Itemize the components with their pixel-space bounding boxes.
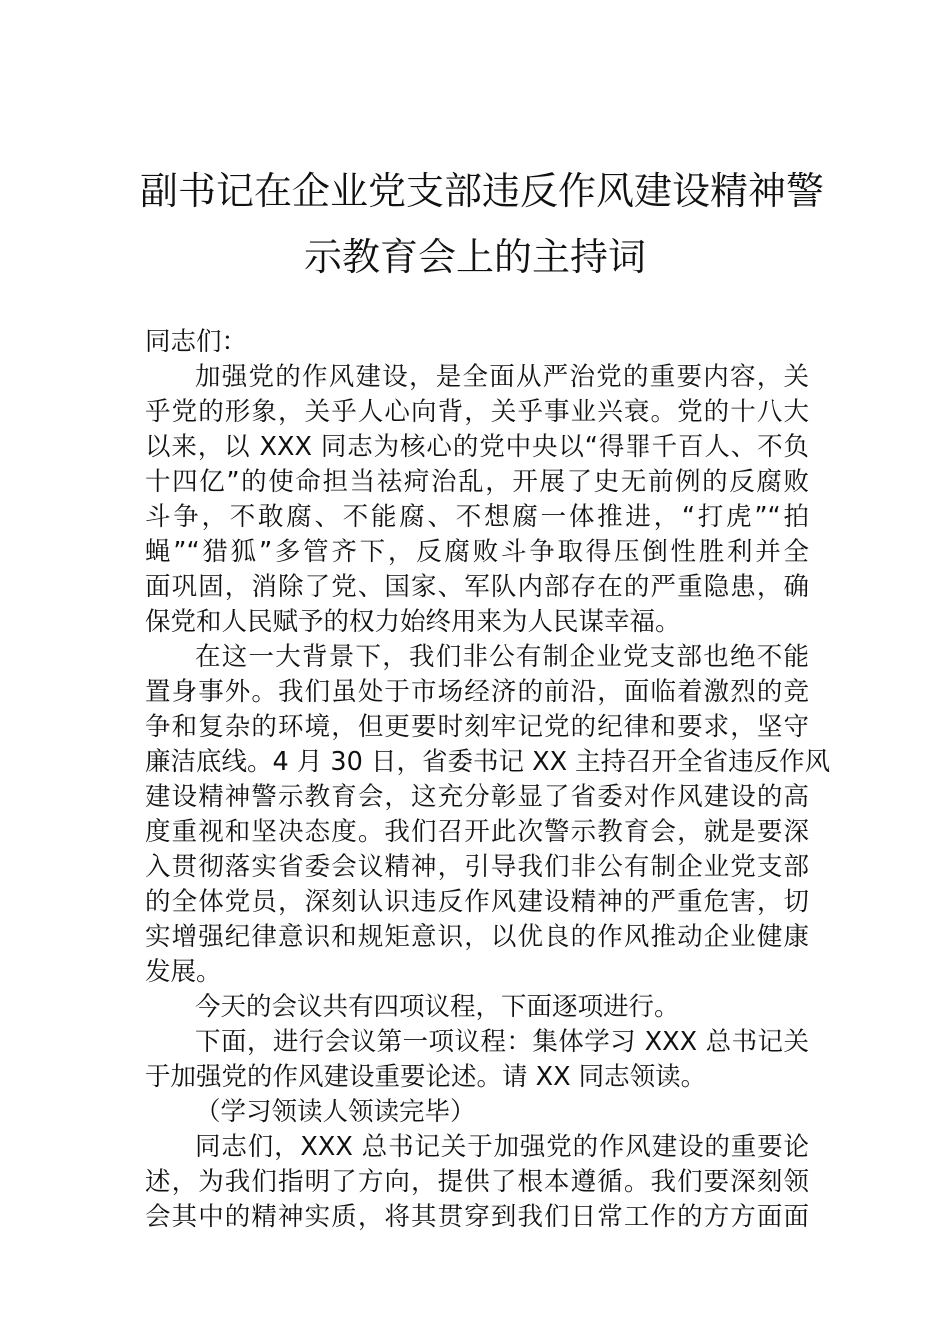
paragraph-2-line: 争和复杂的环境，但更要时刻牢记党的纪律和要求，坚守 [145,712,809,742]
paragraph-1-line: 以来，以 XXX 同志为核心的党中央以“得罪千百人、不负 [145,432,809,462]
document-title-line-2: 示教育会上的主持词 [303,235,646,279]
paragraph-1-line: 蝇”“猎狐”多管齐下，反腐败斗争取得压倒性胜利并全 [145,537,809,567]
paragraph-4-line: 下面，进行会议第一项议程：集体学习 XXX 总书记关 [195,1027,809,1057]
paragraph-2-line: 置身事外。我们虽处于市场经济的前沿，面临着激烈的竞 [145,677,809,707]
paragraph-5-line: （学习领读人领读完毕） [195,1097,476,1127]
paragraph-2-line: 发展。 [145,957,222,987]
paragraph-2-line: 建设精神警示教育会，这充分彰显了省委对作风建设的高 [145,782,809,812]
paragraph-6-line: 同志们，XXX 总书记关于加强党的作风建设的重要论 [195,1132,809,1162]
document-title-line-1: 副书记在企业党支部违反作风建设精神警 [140,169,825,213]
paragraph-1-line: 加强党的作风建设，是全面从严治党的重要内容，关 [195,362,809,392]
salutation: 同志们： [145,327,248,357]
paragraph-4-line: 于加强党的作风建设重要论述。请 XX 同志领读。 [145,1062,707,1092]
paragraph-2-line: 入贯彻落实省委会议精神，引导我们非公有制企业党支部 [145,852,809,882]
paragraph-3-line: 今天的会议共有四项议程，下面逐项进行。 [195,992,680,1022]
paragraph-6-line: 述，为我们指明了方向，提供了根本遵循。我们要深刻领 [145,1167,809,1197]
paragraph-1-line: 面巩固，消除了党、国家、军队内部存在的严重隐患，确 [145,572,809,602]
paragraph-1-line: 保党和人民赋予的权力始终用来为人民谋幸福。 [145,607,681,637]
paragraph-1-line: 十四亿”的使命担当祛疴治乱，开展了史无前例的反腐败 [145,467,809,497]
paragraph-6-line: 会其中的精神实质，将其贯穿到我们日常工作的方方面面 [145,1202,809,1232]
paragraph-2-line: 实增强纪律意识和规矩意识，以优良的作风推动企业健康 [145,922,809,952]
paragraph-2-line: 廉洁底线。4 月 30 日，省委书记 XX 主持召开全省违反作风 [145,747,831,777]
paragraph-1-line: 乎党的形象，关乎人心向背，关乎事业兴衰。党的十八大 [145,397,809,427]
paragraph-1-line: 斗争，不敢腐、不能腐、不想腐一体推进，“打虎”“拍 [145,502,809,532]
paragraph-2-line: 的全体党员，深刻认识违反作风建设精神的严重危害，切 [145,887,809,917]
paragraph-2-line: 度重视和坚决态度。我们召开此次警示教育会，就是要深 [145,817,809,847]
document-body [145,325,831,1235]
paragraph-2-line: 在这一大背景下，我们非公有制企业党支部也绝不能 [195,642,809,672]
